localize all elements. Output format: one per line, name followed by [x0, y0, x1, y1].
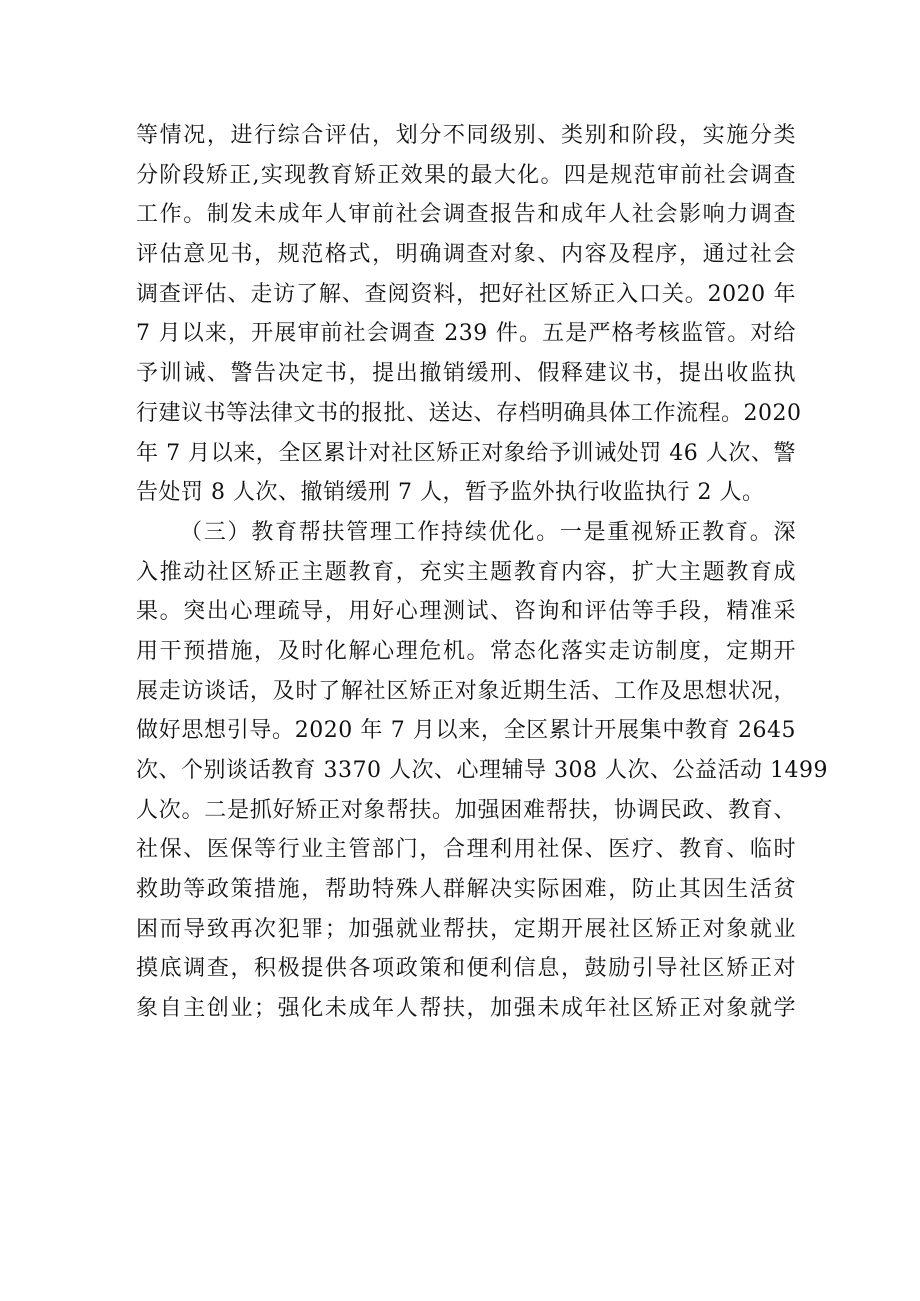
text-line: 人次。二是抓好矫正对象帮扶。加强困难帮扶，协调民政、教育、 [136, 797, 796, 823]
text-line: 次、个别谈话教育 3370 人次、心理辅导 308 人次、公益活动 1499 [136, 758, 828, 783]
text-line: 果。突出心理疏导，用好心理测试、咨询和评估等手段，精准采 [136, 599, 796, 625]
text-line: 予训诫、警告决定书，提出撤销缓刑、假释建议书，提出收监执 [136, 361, 796, 387]
text-line: 象自主创业；强化未成年人帮扶，加强未成年社区矫正对象就学 [136, 996, 796, 1022]
text-line: 困而导致再次犯罪；加强就业帮扶，定期开展社区矫正对象就业 [136, 916, 796, 942]
text-line: 评估意见书，规范格式，明确调查对象、内容及程序，通过社会 [136, 242, 796, 268]
text-line: 展走访谈话，及时了解社区矫正对象近期生活、工作及思想状况， [136, 678, 796, 704]
text-line: 等情况，进行综合评估，划分不同级别、类别和阶段，实施分类 [136, 123, 796, 148]
text-line: 用干预措施，及时化解心理危机。常态化落实走访制度，定期开 [136, 638, 796, 664]
section-heading-line: （三）教育帮扶管理工作持续优化。一是重视矫正教育。深 [180, 519, 796, 545]
text-line: 分阶段矫正,实现教育矫正效果的最大化。四是规范审前社会调查 [136, 162, 796, 188]
text-line: 救助等政策措施，帮助特殊人群解决实际困难，防止其因生活贫 [136, 877, 796, 903]
text-line: 年 7 月以来，全区累计对社区矫正对象给予训诫处罚 46 人次、警 [136, 440, 796, 466]
text-line: 做好思想引导。2020 年 7 月以来，全区累计开展集中教育 2645 [136, 718, 796, 744]
text-line: 社保、医保等行业主管部门，合理利用社保、医疗、教育、临时 [136, 837, 796, 863]
text-line: 调查评估、走访了解、查阅资料，把好社区矫正入口关。2020 年 [136, 281, 796, 307]
text-line: 行建议书等法律文书的报批、送达、存档明确具体工作流程。2020 [136, 400, 802, 426]
text-line: 7 月以来，开展审前社会调查 239 件。五是严格考核监管。对给 [136, 321, 796, 347]
body-text [136, 116, 828, 1029]
text-line: 摸底调查，积极提供各项政策和便利信息，鼓励引导社区矫正对 [136, 956, 796, 982]
text-line: 工作。制发未成年人审前社会调查报告和成年人社会影响力调查 [136, 202, 796, 228]
text-line: 入推动社区矫正主题教育，充实主题教育内容，扩大主题教育成 [136, 559, 796, 585]
text-line: 告处罚 8 人次、撤销缓刑 7 人，暂予监外执行收监执行 2 人。 [136, 480, 765, 506]
